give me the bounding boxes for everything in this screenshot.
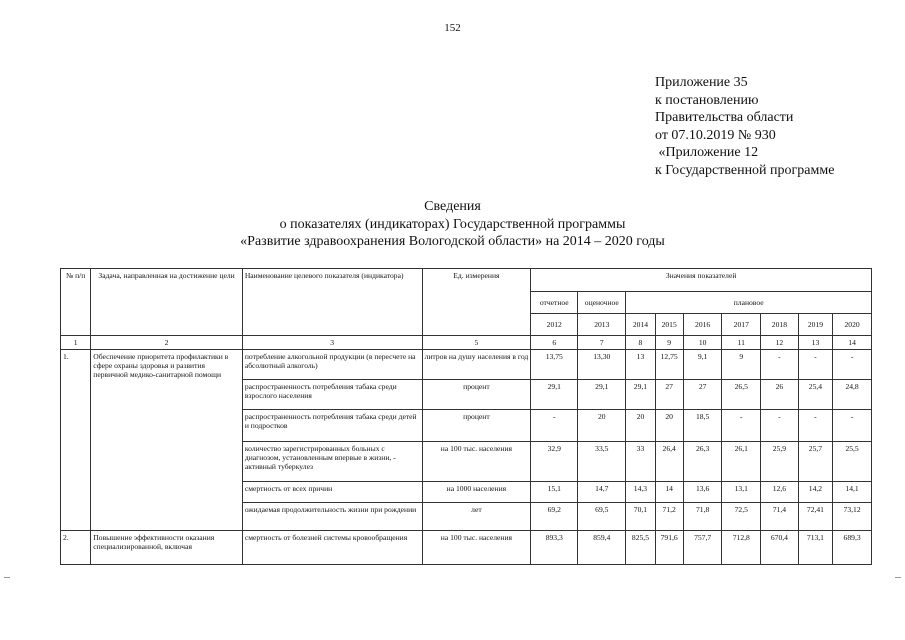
row-unit: лет [422, 503, 531, 531]
row-value: 20 [655, 410, 683, 442]
row-unit: литров на душу населения в год [422, 350, 531, 380]
column-number: 1 [61, 336, 91, 350]
annex-line: к Государственной программе [655, 162, 835, 178]
row-indicator: ожидаемая продолжительность жизни при рождении [242, 503, 422, 531]
header-year: 2020 [833, 314, 872, 336]
header-planned: плановое [626, 292, 872, 314]
row-value: 9 [722, 350, 761, 380]
row-value: 27 [683, 380, 722, 410]
row-value: 9,1 [683, 350, 722, 380]
crop-mark [895, 577, 901, 578]
header-indicator: Наименование целевого показателя (индикатора) [242, 269, 422, 336]
row-value: 26,3 [683, 442, 722, 482]
annex-header [655, 74, 834, 179]
row-value: 13,1 [722, 482, 761, 503]
row-value: 859,4 [578, 531, 626, 565]
row-value: - [833, 410, 872, 442]
row-unit: на 1000 населения [422, 482, 531, 503]
row-value: 893,3 [531, 531, 578, 565]
row-value: 25,7 [798, 442, 832, 482]
row-value: 71,8 [683, 503, 722, 531]
row-value: 72,41 [798, 503, 832, 531]
row-value: 14,3 [626, 482, 655, 503]
row-value: 26,5 [722, 380, 761, 410]
row-value: 713,1 [798, 531, 832, 565]
row-value: 29,1 [578, 380, 626, 410]
row-value: 24,8 [833, 380, 872, 410]
header-year: 2013 [578, 314, 626, 336]
crop-mark [4, 577, 10, 578]
annex-line: Приложение 35 [655, 75, 748, 90]
table-row [61, 531, 872, 565]
row-value: - [761, 410, 799, 442]
row-value: 25,9 [761, 442, 799, 482]
row-value: 12,6 [761, 482, 799, 503]
row-unit: процент [422, 380, 531, 410]
header-values: Значения показателей [531, 269, 872, 292]
header-task: Задача, направленная на достижение цели [91, 269, 243, 336]
row-value: 18,5 [683, 410, 722, 442]
title-line: Сведения [424, 199, 481, 214]
row-value: 14,1 [833, 482, 872, 503]
row-value: 13,30 [578, 350, 626, 380]
row-value: 72,5 [722, 503, 761, 531]
row-unit: процент [422, 410, 531, 442]
column-number: 3 [242, 336, 422, 350]
row-value: 13,6 [683, 482, 722, 503]
indicators-table [60, 268, 872, 565]
annex-line: от 07.10.2019 № 930 [655, 127, 776, 143]
row-value: 71,4 [761, 503, 799, 531]
column-number: 9 [655, 336, 683, 350]
header-unit: Ед. измерения [422, 269, 531, 336]
column-number: 6 [531, 336, 578, 350]
row-unit: на 100 тыс. населения [422, 442, 531, 482]
row-value: 13,75 [531, 350, 578, 380]
header-year: 2016 [683, 314, 722, 336]
row-indicator: количество зарегистрированных больных с диагнозом, установленным впервые в жизни, - активный туберкулез [242, 442, 422, 482]
row-value: 14,7 [578, 482, 626, 503]
row-num: 1. [61, 350, 91, 531]
row-value: - [761, 350, 799, 380]
column-number: 12 [761, 336, 799, 350]
row-value: 689,3 [833, 531, 872, 565]
header-year: 2015 [655, 314, 683, 336]
row-value: 14,2 [798, 482, 832, 503]
column-number: 14 [833, 336, 872, 350]
row-value: 757,7 [683, 531, 722, 565]
column-number: 2 [91, 336, 243, 350]
row-value: 25,4 [798, 380, 832, 410]
row-task: Повышение эффективности оказания специализированной, включая [91, 531, 243, 565]
row-unit: на 100 тыс. населения [422, 531, 531, 565]
row-value: - [722, 410, 761, 442]
row-value: 29,1 [531, 380, 578, 410]
row-value: 12,75 [655, 350, 683, 380]
row-value: 71,2 [655, 503, 683, 531]
row-value: 712,8 [722, 531, 761, 565]
row-value: 33,5 [578, 442, 626, 482]
row-value: 26 [761, 380, 799, 410]
row-value: 15,1 [531, 482, 578, 503]
annex-line: Правительства области [655, 110, 794, 125]
row-value: 25,5 [833, 442, 872, 482]
row-value: 73,12 [833, 503, 872, 531]
row-task: Обеспечение приоритета профилактики в сфере охраны здоровья и развития первичной медико-санитарной помощи [91, 350, 243, 531]
header-reported: отчетное [531, 292, 578, 314]
column-number: 5 [422, 336, 531, 350]
page-number: 152 [444, 22, 461, 34]
row-value: - [531, 410, 578, 442]
row-value: 20 [626, 410, 655, 442]
annex-line: «Приложение 12 [655, 145, 759, 160]
column-number: 11 [722, 336, 761, 350]
row-value: 670,4 [761, 531, 799, 565]
table-row [61, 350, 872, 380]
title-line: о показателях (индикаторах) Государственной программы [279, 216, 626, 232]
title-line: «Развитие здравоохранения Вологодской области» на 2014 – 2020 годы [240, 234, 665, 249]
row-value: 13 [626, 350, 655, 380]
column-number: 7 [578, 336, 626, 350]
column-number-row [61, 336, 872, 350]
header-row [61, 269, 872, 292]
document-title [0, 198, 905, 251]
row-value: 791,6 [655, 531, 683, 565]
row-value: 14 [655, 482, 683, 503]
header-estimated: оценочное [578, 292, 626, 314]
column-number: 13 [798, 336, 832, 350]
header-year: 2018 [761, 314, 799, 336]
row-value: - [798, 410, 832, 442]
row-value: - [833, 350, 872, 380]
row-indicator: распространенность потребления табака среди детей и подростков [242, 410, 422, 442]
row-value: 33 [626, 442, 655, 482]
column-number: 8 [626, 336, 655, 350]
row-indicator: потребление алкогольной продукции (в пересчете на абсолютный алкоголь) [242, 350, 422, 380]
row-value: 825,5 [626, 531, 655, 565]
row-value: - [798, 350, 832, 380]
header-year: 2014 [626, 314, 655, 336]
row-num: 2. [61, 531, 91, 565]
row-value: 27 [655, 380, 683, 410]
annex-line: к постановлению [655, 92, 759, 108]
header-year: 2012 [531, 314, 578, 336]
row-value: 20 [578, 410, 626, 442]
row-indicator: распространенность потребления табака среди взрослого населения [242, 380, 422, 410]
row-value: 29,1 [626, 380, 655, 410]
row-value: 32,9 [531, 442, 578, 482]
row-indicator: смертность от всех причин [242, 482, 422, 503]
header-num: № п/п [61, 269, 91, 336]
row-value: 26,4 [655, 442, 683, 482]
header-year: 2019 [798, 314, 832, 336]
row-value: 69,5 [578, 503, 626, 531]
row-indicator: смертность от болезней системы кровообращения [242, 531, 422, 565]
row-value: 69,2 [531, 503, 578, 531]
row-value: 26,1 [722, 442, 761, 482]
row-value: 70,1 [626, 503, 655, 531]
column-number: 10 [683, 336, 722, 350]
header-year: 2017 [722, 314, 761, 336]
